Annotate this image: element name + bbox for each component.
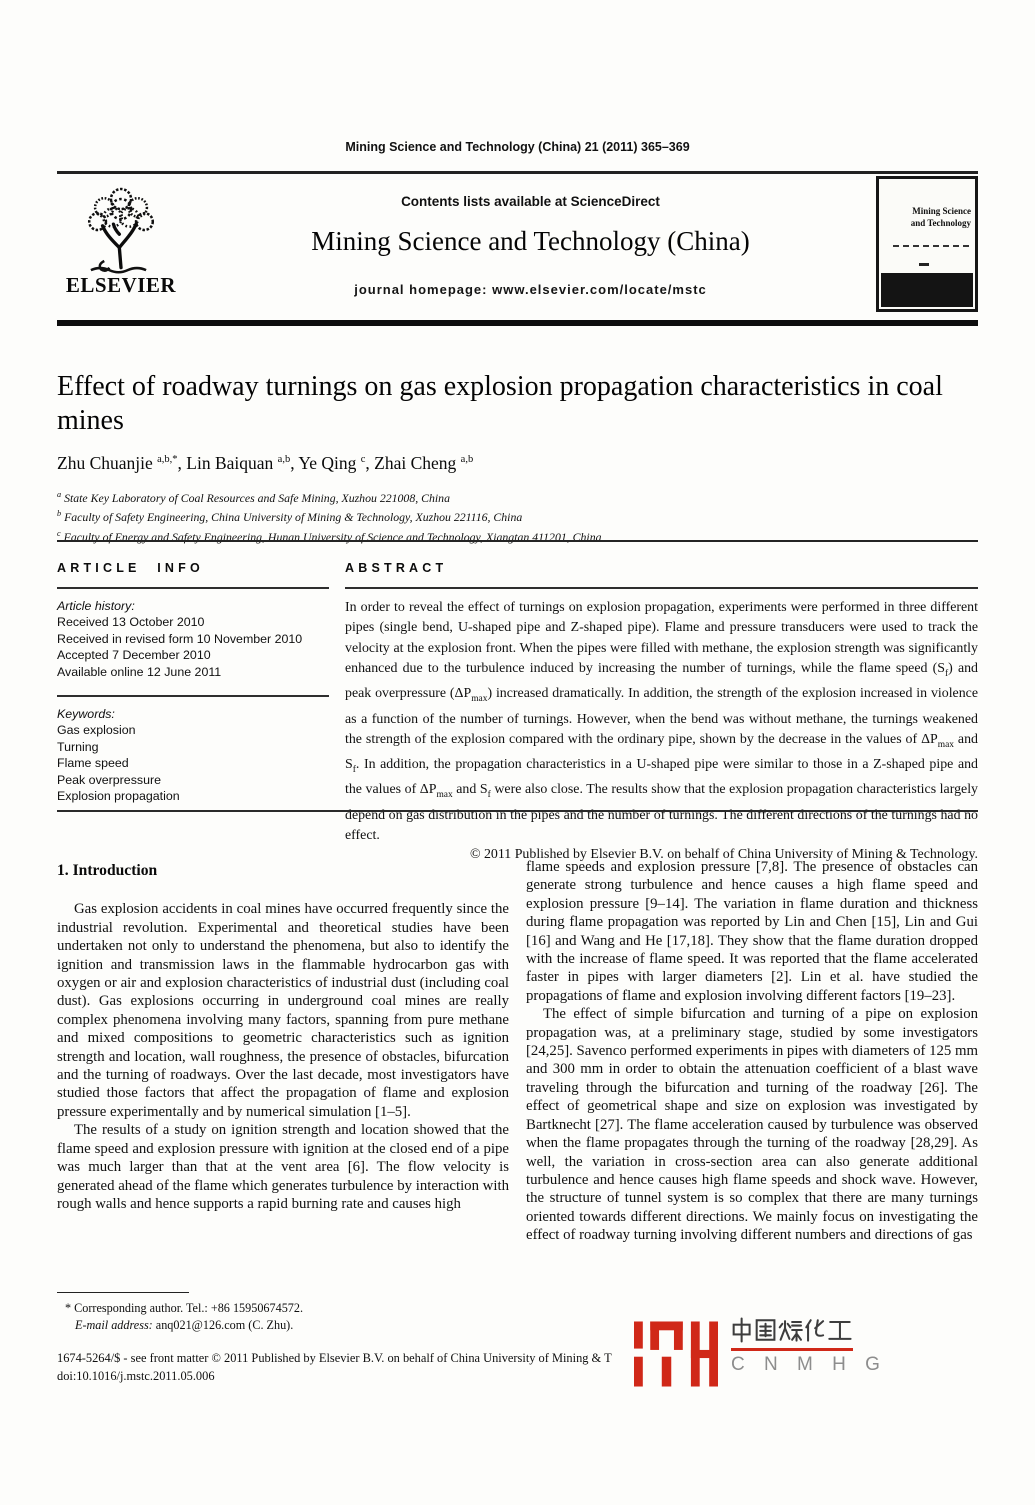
paragraph: The results of a study on ignition strength and location showed that the flame speed and explosion pressure with ignition at the closed end of a pipe was much larger than that at the vent area [6]. The flow velocity is generated ahead of the flame which generates turbulence by interaction with rough walls and hence supports a rapid burning rate and causes high: [57, 1122, 509, 1212]
elsevier-wordmark: ELSEVIER: [65, 273, 177, 297]
rule: [345, 587, 978, 589]
abstract-text: In order to reveal the effect of turnings on explosion propagation, experiments were performed in three different pipes (single bend, U-shaped pipe and Z-shaped pipe). Flame and pressure transducers were used to track the velocity at the explosion front. When the pipes were filled with methane, the explosion strength was significantly enhanced due to the turbulence induced by increasing the number of turnings, while the flame speed $(S_f)$ and peak overpressure $(\Delta P_{max})$ increased dramatically. In addition, the strength of the explosion increased in violence as a function of the number of turnings. However, when the bend was without methane, the turnings weakened the strength of the explosion compared with the ordinary pipe, shown by the decrease in the values of $\Delta P_{max}$ and $S_f$. In addition, the propagation characteristics in a U-shaped pipe were similar to those in a Z-shaped pipe and the values of $\Delta P_{max}$ and $S_f$ were also close. The results show that the explosion propagation characteristics largely depend on gas distribution in the pipes and the number of turnings. The different directions of the turnings had no effect.: [345, 600, 979, 843]
abstract-heading: ABSTRACT: [345, 561, 448, 575]
keyword: Explosion propagation: [57, 789, 180, 804]
watermark-latin: C N M H G: [731, 1354, 887, 1375]
keyword: Gas explosion: [57, 723, 136, 738]
section-divider: [57, 810, 978, 812]
journal-homepage-link[interactable]: journal homepage: www.elsevier.com/locate/mstc: [354, 282, 707, 297]
rule: [57, 587, 329, 589]
journal-title: Mining Science and Technology (China): [311, 226, 750, 256]
journal-cover-thumbnail: [876, 176, 978, 312]
corresponding-author-note: * Corresponding author. Tel.: +86 15950674572.: [65, 1301, 304, 1315]
cnmhg-logo-icon: [634, 1315, 718, 1393]
running-head: Mining Science and Technology (China) 21 (2011) 365–369: [345, 140, 690, 154]
keyword: Peak overpressure: [57, 772, 161, 787]
issn-line: 1674-5264/$ - see front matter © 2011 Published by Elsevier B.V. on behalf of China University of Mining & T: [57, 1351, 612, 1365]
email-note: [57, 1317, 512, 1334]
email-label: E-mail address:: [75, 1317, 153, 1332]
elsevier-tree-icon: [79, 184, 163, 276]
doi-line[interactable]: doi:10.1016/j.mstc.2011.05.006: [57, 1368, 215, 1383]
article-title: Effect of roadway turnings on gas explosion propagation characteristics in coal mines: [57, 371, 943, 436]
chinese-characters-icon: [731, 1316, 855, 1344]
introduction-heading: 1. Introduction: [57, 862, 158, 879]
cover-title: Mining Science and Technology: [910, 206, 971, 229]
header-center: [185, 174, 876, 320]
affiliation-b: $^b$ Faculty of Safety Engineering, China University of Mining & Technology, Xuzhou 221116, China: [57, 509, 523, 525]
history-revised: Received in revised form 10 November 2010: [57, 631, 303, 646]
paragraph: flame speeds and explosion pressure [7,8]. The presence of obstacles can generate strong turbulence and hence causes a high flame speed and explosion pressure [9–14]. The variation in flame duration and thickness during flame propagation was reported by Lin and Chen [15], Lin and Gui [16] and Wang and He [17,18]. They show that the flame duration dropped with the increase of flame speed. It was reported that the flame accelerated faster in pipes with larger diameters [2]. Lin et al. have studied the propagations of flame and explosion involving different factors [19–23].: [526, 859, 978, 1004]
affiliation-c: $^c$ Faculty of Energy and Safety Engineering, Hunan University of Science and Technology, Xiangtan 411201, China: [57, 528, 602, 544]
author-line: Zhu Chuanjie $^{a,b,*}$, Lin Baiquan $^{a,b}$, Ye Qing $^c$, Zhai Cheng $^{a,b}$: [57, 453, 474, 473]
history-received: Received 13 October 2010: [57, 615, 205, 630]
cover-decoration: [919, 263, 929, 266]
email-address[interactable]: anq021@126.com (C. Zhu).: [152, 1317, 294, 1332]
article-history-label: Article history:: [57, 599, 135, 613]
info-abstract-section: [57, 540, 978, 863]
left-column: [57, 858, 509, 1245]
article-info-column: [57, 561, 329, 863]
keyword: Flame speed: [57, 756, 129, 771]
keywords-label: Keywords:: [57, 707, 115, 722]
sciencedirect-line[interactable]: Contents lists available at ScienceDirect: [401, 194, 660, 209]
affiliations: [57, 487, 978, 545]
keyword: Turning: [57, 739, 99, 754]
title-block: [57, 370, 978, 545]
right-column: [526, 858, 978, 1245]
cover-decoration: [893, 245, 969, 247]
article-info-heading: ARTICLE INFO: [57, 561, 204, 575]
body-columns: [57, 858, 978, 1245]
paragraph: The effect of simple bifurcation and turning of a pipe on explosion propagation was, at a preliminary stage, studied by some investigators [24,25]. Savenco performed experiments in pipes with diameters of 125 mm and 300 mm in order to obtain the attenuation coefficient of a blast wave traveling through the bifurcation and turning of the roadway [26]. The effect of geometrical shape and size on explosion was investigated by Bartknecht [27]. The flame acceleration caused by turbulence was observed when the flame propagates through the turning of the roadway [28,29]. As well, the variation in cross-section area can also generate additional turbulence and hence causes high flame speeds and shock wave. However, the structure of tunnel system is so complex that there are many turnings oriented towards different directions. We mainly focus on investigating the effect of roadway turning involving different numbers and directions of gas: [526, 1006, 979, 1244]
paragraph: Gas explosion accidents in coal mines have occurred frequently since the industrial revolution. Experimental and theoretical studies have been undertaken not only to understand the phenomena, but also to identify the ignition and transmission laws in the flammable hydrocarbon gas with oxygen or air and explosion characteristics of industrial dust (including coal dust). Gas explosions occurring in underground coal mines are really complex phenomena involving many factors, spanning from pure methane and mixed compositions to geometric characteristics such as ignition strength and location, wall roughness, the presence of obstacles, bifurcation and the turning of roadways. Over the last decade, most investigators have studied those factors that affect the propagation of flame and explosion pressure experimentally and by numerical simulation [1–5].: [57, 901, 509, 1120]
watermark-underline: [731, 1348, 853, 1351]
rule: [57, 695, 329, 697]
cover-bottom-band: [881, 273, 973, 307]
history-accepted: Accepted 7 December 2010: [57, 648, 211, 663]
elsevier-logo: [57, 174, 185, 320]
watermark-text: [731, 1316, 887, 1376]
copyright-line: © 2011 Published by Elsevier B.V. on behalf of China University of Mining & Technology.: [469, 847, 978, 863]
journal-header: [57, 171, 978, 326]
affiliation-a: $^a$ State Key Laboratory of Coal Resources and Safe Mining, Xuzhou 221008, China: [57, 490, 450, 505]
history-online: Available online 12 June 2011: [57, 664, 222, 679]
abstract-column: [345, 561, 978, 863]
footnote-rule: [57, 1292, 189, 1293]
cnmhg-watermark: [634, 1310, 968, 1402]
footnote: [57, 1292, 512, 1333]
